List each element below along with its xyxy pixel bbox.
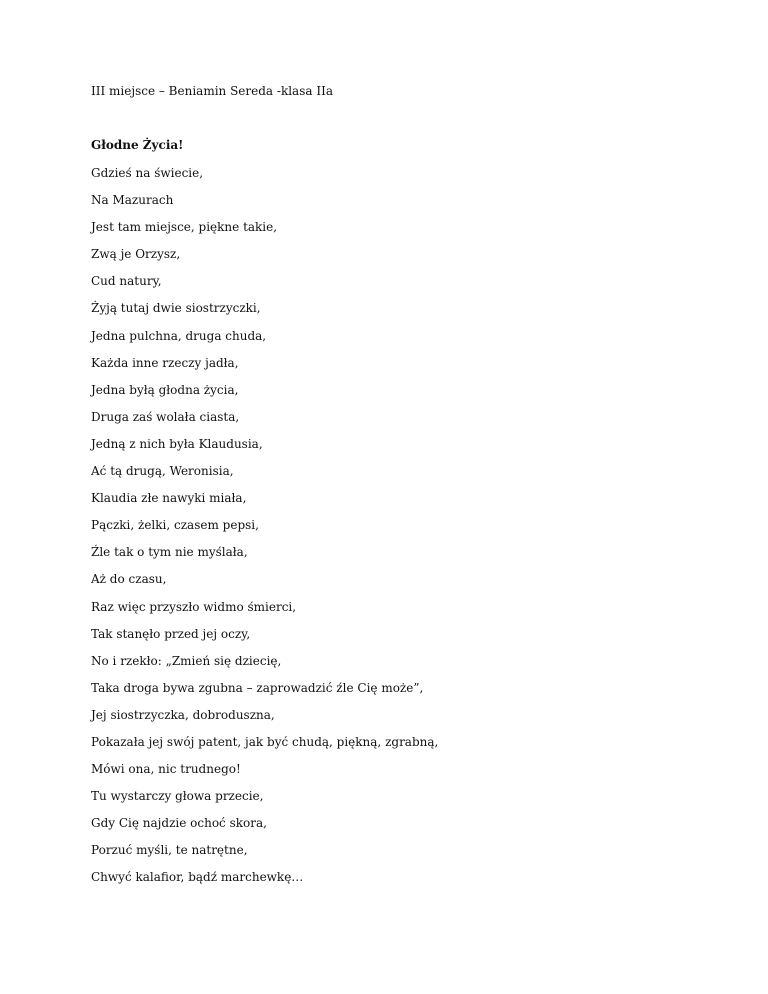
poem-line: Chwyć kalafior, bądź marchewkę… bbox=[91, 870, 304, 885]
poem-line: Źle tak o tym nie myślała, bbox=[91, 545, 248, 560]
poem-line: Pączki, żelki, czasem pepsi, bbox=[91, 518, 259, 533]
poem-line: Żyją tutaj dwie siostrzyczki, bbox=[91, 301, 261, 316]
poem-line: Druga zaś wolała ciasta, bbox=[91, 409, 240, 424]
poem-body bbox=[91, 165, 438, 897]
poem-line: Klaudia złe nawyki miała, bbox=[91, 491, 247, 506]
poem-line: Jedną z nich była Klaudusia, bbox=[91, 436, 263, 451]
poem-line: Aż do czasu, bbox=[91, 572, 167, 587]
document-header: III miejsce – Beniamin Sereda -klasa IIa bbox=[91, 84, 333, 98]
poem-line: Jej siostrzyczka, dobroduszna, bbox=[91, 707, 275, 722]
poem-line: Ać tą drugą, Weronisia, bbox=[91, 464, 234, 479]
poem-line: Jest tam miejsce, piękne takie, bbox=[91, 220, 278, 235]
poem-line: Cud natury, bbox=[91, 274, 162, 289]
poem-line: Jedna pulchna, druga chuda, bbox=[91, 328, 267, 343]
poem-line: Raz więc przyszło widmo śmierci, bbox=[91, 599, 297, 614]
poem-line: Gdzieś na świecie, bbox=[91, 166, 204, 180]
poem-line: Mówi ona, nic trudnego! bbox=[91, 762, 241, 777]
poem-line: Zwą je Orzysz, bbox=[91, 247, 181, 262]
poem-line: Tu wystarczy głowa przecie, bbox=[91, 789, 264, 804]
poem-line: Na Mazurach bbox=[91, 193, 174, 208]
poem-line: Taka droga bywa zgubna – zaprowadzić źle Cię może”, bbox=[91, 680, 424, 695]
poem-line: Tak stanęło przed jej oczy, bbox=[91, 626, 251, 641]
poem-title: Głodne Życia! bbox=[91, 138, 184, 152]
poem-line: Gdy Cię najdzie ochoć skora, bbox=[91, 816, 267, 831]
poem-line: Jedna byłą głodna życia, bbox=[91, 382, 239, 397]
poem-line: Każda inne rzeczy jadła, bbox=[91, 355, 239, 370]
poem-line: No i rzekło: „Zmień się dziecię, bbox=[91, 653, 282, 668]
poem-line: Pokazała jej swój patent, jak być chudą, piękną, zgrabną, bbox=[91, 734, 439, 749]
poem-line: Porzuć myśli, te natrętne, bbox=[91, 843, 248, 858]
